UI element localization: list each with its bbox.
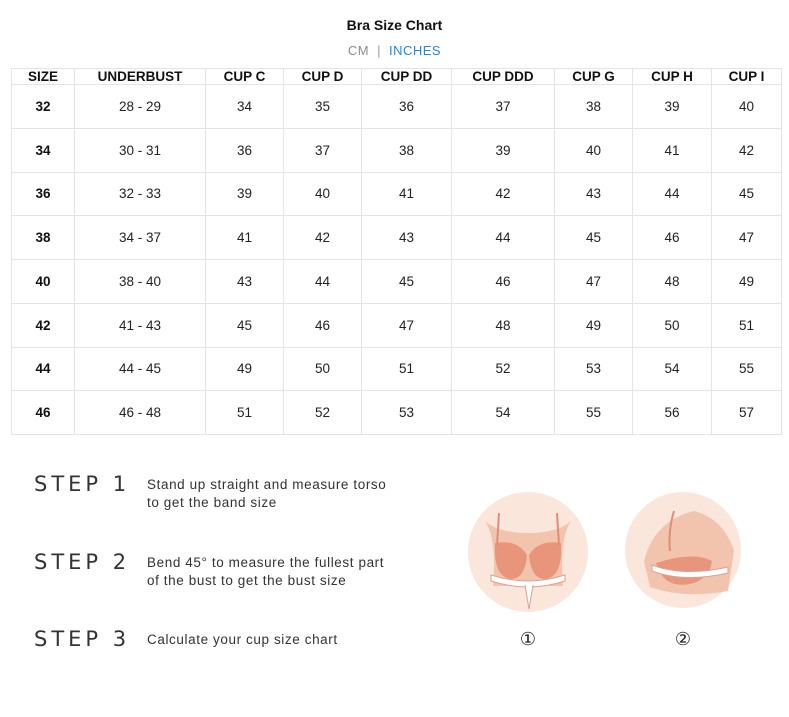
table-cell: 55 — [712, 347, 782, 391]
table-cell: 47 — [555, 260, 633, 304]
illustration-1-label: ① — [519, 629, 537, 649]
column-header: CUP G — [555, 69, 633, 85]
table-cell: 43 — [555, 172, 633, 216]
table-cell: 44 - 45 — [75, 347, 206, 391]
column-header: CUP D — [284, 69, 362, 85]
column-header: CUP I — [712, 69, 782, 85]
size-chart-table — [11, 68, 782, 435]
table-cell: 50 — [284, 347, 362, 391]
table-cell: 54 — [633, 347, 712, 391]
unit-inches-option[interactable]: INCHES — [388, 43, 442, 58]
table-cell: 38 — [555, 85, 633, 129]
table-cell: 47 — [712, 216, 782, 260]
table-row — [12, 260, 782, 304]
table-cell: 53 — [555, 347, 633, 391]
page-title: Bra Size Chart — [346, 17, 443, 33]
table-cell: 49 — [555, 303, 633, 347]
table-cell: 42 — [284, 216, 362, 260]
table-row — [12, 347, 782, 391]
table-cell: 48 — [633, 260, 712, 304]
table-cell: 51 — [362, 347, 452, 391]
table-cell: 57 — [712, 391, 782, 435]
table-cell: 44 — [284, 260, 362, 304]
table-cell: 56 — [633, 391, 712, 435]
table-cell: 36 — [362, 85, 452, 129]
table-cell: 38 - 40 — [75, 260, 206, 304]
illustration-2-label: ② — [674, 629, 692, 649]
column-header: CUP C — [206, 69, 284, 85]
unit-toggle — [0, 43, 789, 58]
table-cell: 37 — [284, 128, 362, 172]
step-1-text: Stand up straight and measure torso to get the band size — [147, 477, 387, 510]
size-cell: 36 — [12, 172, 75, 216]
size-cell: 40 — [12, 260, 75, 304]
table-cell: 41 — [206, 216, 284, 260]
table-cell: 30 - 31 — [75, 128, 206, 172]
table-cell: 45 — [712, 172, 782, 216]
table-cell: 47 — [362, 303, 452, 347]
table-cell: 49 — [206, 347, 284, 391]
table-header-row — [12, 69, 782, 85]
side-measure-illustration — [624, 491, 742, 649]
table-cell: 51 — [712, 303, 782, 347]
table-row — [12, 216, 782, 260]
table-row — [12, 128, 782, 172]
table-cell: 49 — [712, 260, 782, 304]
table-cell: 42 — [452, 172, 555, 216]
table-cell: 41 — [633, 128, 712, 172]
table-cell: 52 — [452, 347, 555, 391]
front-measure-illustration — [467, 491, 589, 649]
step-3-text: Calculate your cup size chart — [147, 632, 338, 647]
column-header: UNDERBUST — [75, 69, 206, 85]
table-cell: 51 — [206, 391, 284, 435]
table-row — [12, 172, 782, 216]
table-cell: 44 — [452, 216, 555, 260]
table-row — [12, 303, 782, 347]
step-2-title: STEP 2 — [34, 550, 131, 574]
step-3-title: STEP 3 — [34, 627, 131, 651]
unit-cm-option[interactable]: CM — [347, 43, 370, 58]
table-cell: 54 — [452, 391, 555, 435]
table-cell: 39 — [206, 172, 284, 216]
table-cell: 50 — [633, 303, 712, 347]
step-2-text: Bend 45° to measure the fullest part of the bust to get the bust size — [147, 555, 385, 588]
table-cell: 46 — [633, 216, 712, 260]
size-cell: 32 — [12, 85, 75, 129]
table-cell: 43 — [362, 216, 452, 260]
table-cell: 40 — [712, 85, 782, 129]
size-cell: 38 — [12, 216, 75, 260]
table-cell: 41 — [362, 172, 452, 216]
table-cell: 46 — [452, 260, 555, 304]
size-cell: 42 — [12, 303, 75, 347]
table-cell: 40 — [555, 128, 633, 172]
table-cell: 42 — [712, 128, 782, 172]
table-cell: 35 — [284, 85, 362, 129]
table-cell: 45 — [555, 216, 633, 260]
column-header: CUP DDD — [452, 69, 555, 85]
column-header: CUP DD — [362, 69, 452, 85]
table-cell: 48 — [452, 303, 555, 347]
size-cell: 44 — [12, 347, 75, 391]
table-cell: 37 — [452, 85, 555, 129]
table-cell: 44 — [633, 172, 712, 216]
size-cell: 46 — [12, 391, 75, 435]
table-cell: 53 — [362, 391, 452, 435]
table-cell: 32 - 33 — [75, 172, 206, 216]
unit-separator: | — [377, 43, 381, 58]
table-cell: 46 - 48 — [75, 391, 206, 435]
size-cell: 34 — [12, 128, 75, 172]
column-header: SIZE — [12, 69, 75, 85]
table-cell: 45 — [206, 303, 284, 347]
table-cell: 34 - 37 — [75, 216, 206, 260]
step-1-title: STEP 1 — [34, 472, 131, 496]
table-cell: 41 - 43 — [75, 303, 206, 347]
table-cell: 46 — [284, 303, 362, 347]
table-cell: 28 - 29 — [75, 85, 206, 129]
table-cell: 43 — [206, 260, 284, 304]
table-cell: 38 — [362, 128, 452, 172]
table-row — [12, 391, 782, 435]
table-row — [12, 85, 782, 129]
table-cell: 39 — [452, 128, 555, 172]
table-cell: 52 — [284, 391, 362, 435]
table-cell: 45 — [362, 260, 452, 304]
table-cell: 36 — [206, 128, 284, 172]
table-cell: 39 — [633, 85, 712, 129]
table-cell: 40 — [284, 172, 362, 216]
table-cell: 55 — [555, 391, 633, 435]
column-header: CUP H — [633, 69, 712, 85]
table-cell: 34 — [206, 85, 284, 129]
